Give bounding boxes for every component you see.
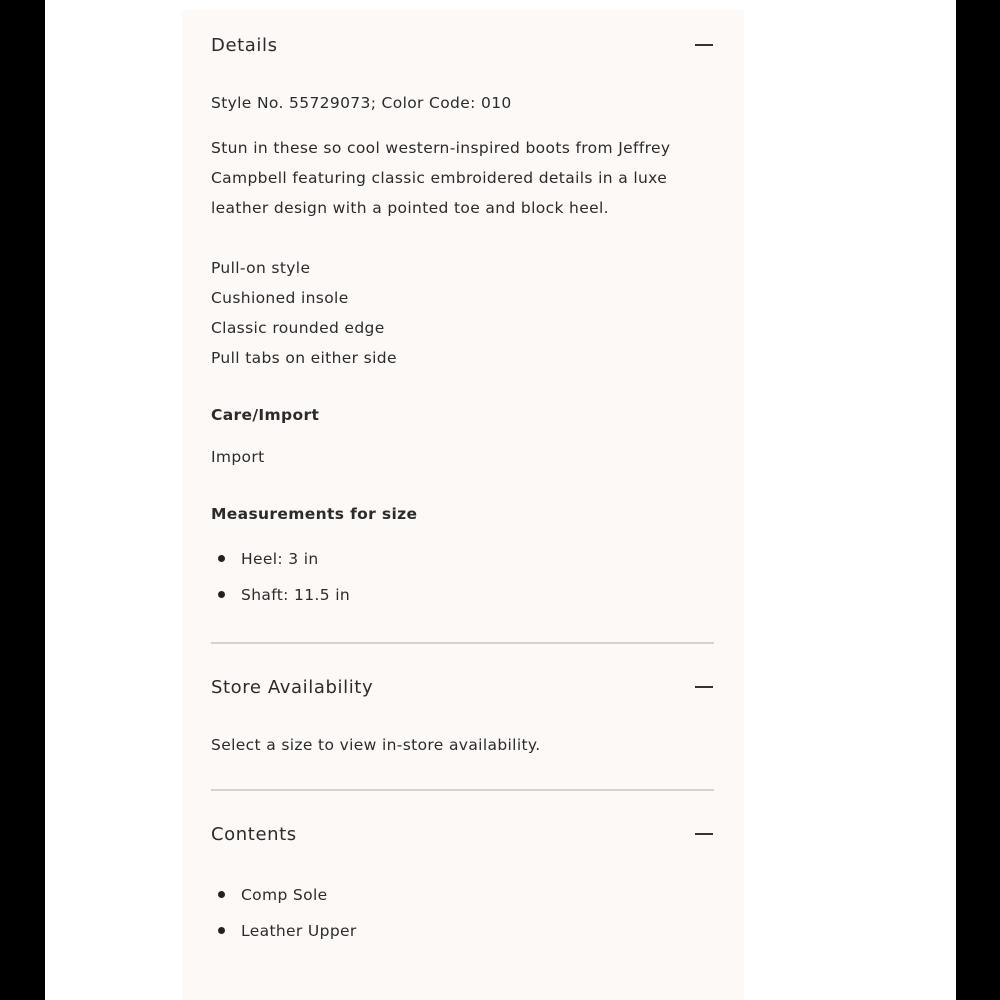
details-section-header[interactable] [211, 30, 714, 60]
style-number-text: Style No. 55729073; Color Code: 010 [211, 94, 512, 112]
store-availability-section-header[interactable] [211, 672, 714, 702]
measurements-list [211, 548, 350, 620]
measurement-heel: Heel: 3 in [241, 550, 319, 568]
list-item [211, 548, 350, 584]
feature-list [211, 253, 397, 373]
store-availability-text: Select a size to view in-store availability. [211, 736, 541, 754]
care-heading: Care/Import [211, 406, 320, 424]
contents-item: Leather Upper [241, 922, 357, 940]
list-item [211, 884, 357, 920]
store-availability-title: Store Availability [211, 676, 374, 698]
contents-section-header[interactable] [211, 819, 714, 849]
page-viewport [45, 0, 956, 1000]
feature-item: Pull-on style [211, 259, 311, 277]
care-text: Import [211, 448, 265, 466]
bullet-icon [218, 555, 225, 562]
list-item [211, 584, 350, 620]
section-divider [211, 789, 714, 791]
contents-list [211, 884, 357, 956]
measurement-shaft: Shaft: 11.5 in [241, 586, 351, 604]
bullet-icon [218, 927, 225, 934]
feature-item: Classic rounded edge [211, 319, 385, 337]
bullet-icon [218, 591, 225, 598]
product-info-panel [182, 10, 744, 1000]
feature-item: Cushioned insole [211, 289, 349, 307]
feature-item: Pull tabs on either side [211, 349, 397, 367]
minus-icon[interactable] [695, 678, 713, 696]
contents-item: Comp Sole [241, 886, 328, 904]
measurements-heading: Measurements for size [211, 505, 418, 523]
minus-icon[interactable] [695, 825, 713, 843]
section-divider [211, 642, 714, 644]
minus-icon[interactable] [695, 36, 713, 54]
contents-title: Contents [211, 823, 297, 845]
bullet-icon [218, 891, 225, 898]
product-description: Stun in these so cool western-inspired boots from Jeffrey Campbell featuring classic embroidered details in a luxe leather design with a pointed toe and block heel. [211, 139, 671, 217]
details-title: Details [211, 34, 278, 56]
list-item [211, 920, 357, 956]
